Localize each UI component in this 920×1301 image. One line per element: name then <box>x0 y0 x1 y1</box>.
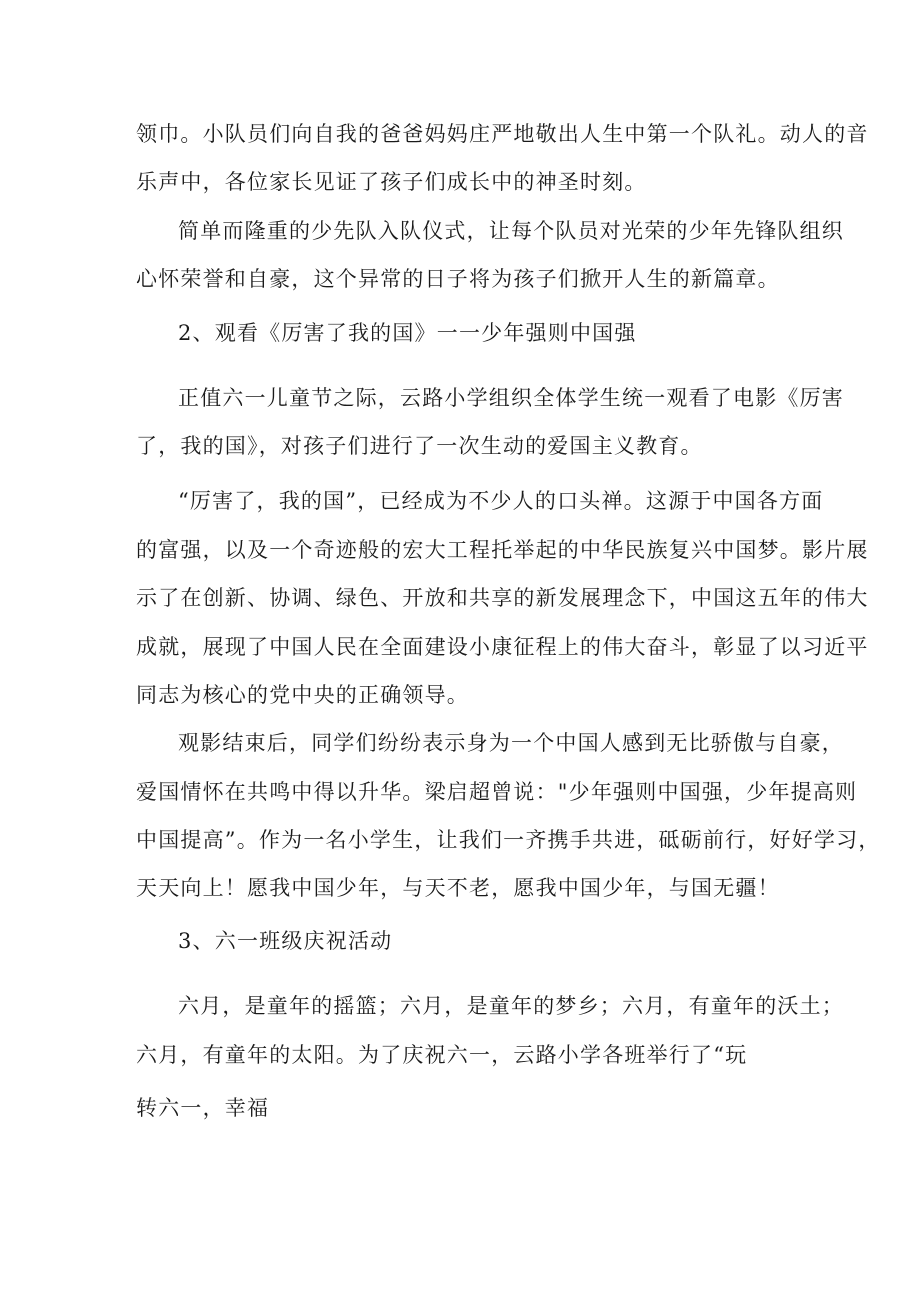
paragraph-line: 的富强，以及一个奇迹般的宏大工程托举起的中华民族复兴中国梦。影片展 <box>136 538 869 562</box>
paragraph-line: 示了在创新、协调、绿色、开放和共享的新发展理念下，中国这五年的伟大 <box>136 586 869 610</box>
paragraph-line: 转六一，幸福 <box>136 1096 270 1120</box>
paragraph-line: 六月，有童年的太阳。为了庆祝六一，云路小学各班举行了“玩 <box>136 1043 748 1067</box>
paragraph-line: 六月，是童年的摇篮；六月，是童年的梦乡；六月，有童年的沃土； <box>178 994 844 1018</box>
paragraph-line: 领巾。小队员们向自我的爸爸妈妈庄严地敬出人生中第一个队礼。动人的音 <box>136 122 869 146</box>
paragraph-line: 天天向上！愿我中国少年，与天不老，愿我中国少年，与国无疆！ <box>136 876 780 900</box>
paragraph-line: 正值六一儿童节之际，云路小学组织全体学生统一观看了电影《厉害 <box>178 386 844 410</box>
paragraph-line: 观影结束后，同学们纷纷表示身为一个中国人感到无比骄傲与自豪， <box>178 731 844 755</box>
paragraph-line: 了，我的国》，对孩子们进行了一次生动的爱国主义教育。 <box>136 434 703 458</box>
section-heading: 2、观看《厉害了我的国》一一少年强则中国强 <box>178 321 637 345</box>
paragraph-line: 中国提高”。作为一名小学生，让我们一齐携手共进，砥砺前行，好好学习， <box>136 828 881 852</box>
paragraph-line: 成就，展现了中国人民在全面建设小康征程上的伟大奋斗，彰显了以习近平 <box>136 635 869 659</box>
section-heading: 3、六一班级庆祝活动 <box>178 929 393 953</box>
paragraph-line: “厉害了，我的国”，已经成为不少人的口头禅。这源于中国各方面 <box>178 489 824 513</box>
paragraph-line: 爱国情怀在共鸣中得以升华。梁启超曾说："少年强则中国强，少年提高则 <box>136 780 858 804</box>
paragraph-line: 简单而隆重的少先队入队仪式，让每个队员对光荣的少年先锋队组织 <box>178 219 844 243</box>
paragraph-line: 乐声中，各位家长见证了孩子们成长中的神圣时刻。 <box>136 170 647 194</box>
paragraph-line: 同志为核心的党中央的正确领导。 <box>136 683 469 707</box>
paragraph-line: 心怀荣誉和自豪，这个异常的日子将为孩子们掀开人生的新篇章。 <box>136 267 780 291</box>
